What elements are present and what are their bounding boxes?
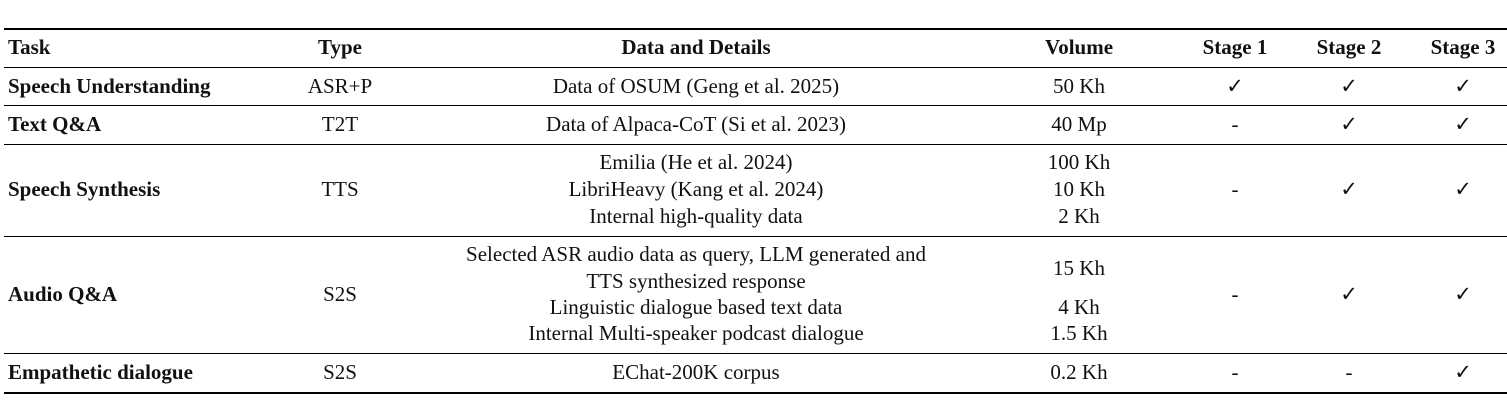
table-row-volume: 0.2 Kh: [1050, 360, 1108, 384]
stage2-mark: ✓: [1340, 282, 1358, 306]
stage1-mark: -: [1231, 360, 1239, 384]
stage2-mark: ✓: [1340, 74, 1358, 98]
row-rule: [4, 236, 1507, 237]
table-row-detail: TTS synthesized response: [586, 269, 806, 293]
table-row-type: TTS: [321, 177, 359, 201]
row-rule: [4, 353, 1507, 354]
table-row-volume: 50 Kh: [1053, 74, 1105, 98]
header-details: Data and Details: [621, 35, 771, 59]
row-rule: [4, 144, 1507, 145]
table-row-detail: Selected ASR audio data as query, LLM generated and: [466, 242, 926, 266]
table-row-detail: Data of Alpaca-CoT (Si et al. 2023): [546, 112, 846, 136]
header-type: Type: [318, 35, 362, 59]
stage3-mark: ✓: [1454, 360, 1472, 384]
stage1-mark: -: [1231, 177, 1239, 201]
stage3-mark: ✓: [1454, 112, 1472, 136]
table-row-detail: LibriHeavy (Kang et al. 2024): [568, 177, 824, 201]
stage2-mark: -: [1345, 360, 1353, 384]
header-rule: [4, 67, 1507, 68]
header-stage3: Stage 3: [1430, 35, 1496, 59]
table-row-volume: 10 Kh: [1053, 177, 1105, 201]
stage1-mark: ✓: [1226, 74, 1244, 98]
stage1-mark: -: [1231, 112, 1239, 136]
bottom-rule: [4, 392, 1507, 394]
table-row-detail: EChat-200K corpus: [612, 360, 780, 384]
table-row-volume: 15 Kh: [1053, 256, 1105, 280]
stage3-mark: ✓: [1454, 177, 1472, 201]
stage3-mark: ✓: [1454, 282, 1472, 306]
table-row-volume: 4 Kh: [1058, 295, 1100, 319]
stage2-mark: ✓: [1340, 177, 1358, 201]
table-row-task: Empathetic dialogue: [8, 360, 193, 384]
stage3-mark: ✓: [1454, 74, 1472, 98]
header-stage2: Stage 2: [1316, 35, 1382, 59]
stage1-mark: -: [1231, 282, 1239, 306]
header-volume: Volume: [1044, 35, 1114, 59]
table-row-task: Speech Understanding: [8, 74, 211, 98]
row-rule: [4, 105, 1507, 106]
table-row-detail: Internal Multi-speaker podcast dialogue: [528, 321, 864, 345]
header-task: Task: [8, 35, 51, 59]
table-row-task: Text Q&A: [8, 112, 102, 136]
table-row-volume: 1.5 Kh: [1050, 321, 1108, 345]
table-row-volume: 40 Mp: [1051, 112, 1107, 136]
table-row-type: T2T: [321, 112, 359, 136]
table-row-detail: Internal high-quality data: [589, 204, 803, 228]
table-row-task: Audio Q&A: [8, 282, 118, 306]
table-row-task: Speech Synthesis: [8, 177, 161, 201]
top-rule: [4, 28, 1507, 30]
stage2-mark: ✓: [1340, 112, 1358, 136]
header-stage1: Stage 1: [1202, 35, 1268, 59]
table-row-detail: Linguistic dialogue based text data: [549, 295, 843, 319]
table-row-detail: Data of OSUM (Geng et al. 2025): [552, 74, 840, 98]
table-row-type: S2S: [323, 282, 357, 306]
table-row-volume: 100 Kh: [1047, 150, 1111, 174]
table-row-detail: Emilia (He et al. 2024): [599, 150, 793, 174]
table-row-type: S2S: [323, 360, 357, 384]
table-row-type: ASR+P: [307, 74, 373, 98]
table-row-volume: 2 Kh: [1058, 204, 1100, 228]
